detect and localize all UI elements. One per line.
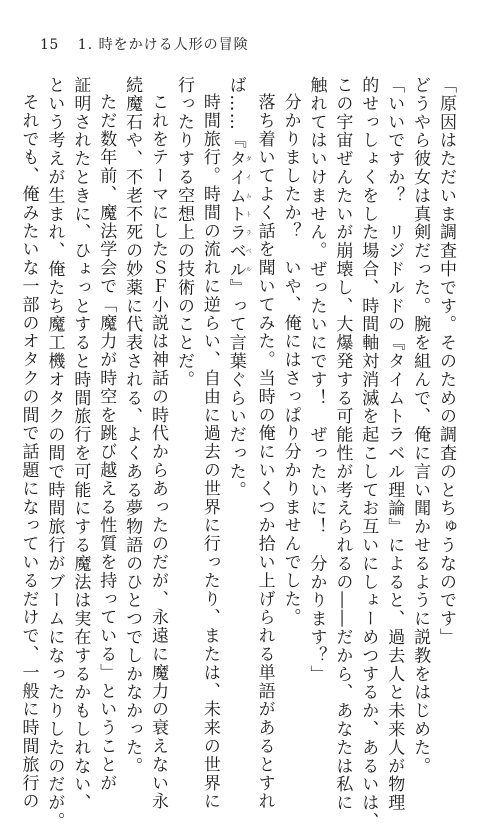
text-line: 「いいですか？ リジドルドの『タイムトラベル理論』によると、過去人と未来人が物理 <box>384 76 405 812</box>
text-line-with-ruby <box>222 76 251 676</box>
chapter-title: 1. 時をかける人形の冒険 <box>77 37 249 53</box>
text-line: 証明されたときに、ひょっとすると時間旅行を可能にする魔法は実在するかもしれない、 <box>70 76 91 812</box>
text-line: 落ち着いてよく話を聞いてみた。当時の俺にいくつか拾い上げられる単語があるとすれ <box>254 93 275 811</box>
text-line: 行ったりする空想上の技術のことだ。 <box>173 76 194 389</box>
text-line: ただ数年前、魔法学会で「魔力が時空を跳び越える性質を持っている」ということが <box>96 93 117 793</box>
text-fragment: ば……『 <box>225 76 246 150</box>
text-line: どうやら彼女は真剣だった。腕を組んで、俺に言い聞かせるように説教をはじめた。 <box>410 76 431 776</box>
text-line: 的せっしょくをした場合、時間軸対消滅を起こしてお互いにしょーめつするか、あるいは、 <box>358 76 379 830</box>
text-line: 分かりましたか？ いや、俺にはさっぱり分かりませんでした。 <box>280 93 301 627</box>
text-line: という考えが生まれ、俺たち魔工機オタクの間で時間旅行がブームになったりしたのだが。 <box>44 76 65 830</box>
text-line: それでも、俺みたいな一部のオタクの間で話題になっているだけで、一般に時間旅行の <box>18 93 39 811</box>
vertical-body-text <box>18 76 458 830</box>
ruby-reading: タイムトラベル <box>244 149 252 279</box>
ruby-annotation <box>225 149 252 279</box>
text-fragment: 』って言葉ぐらいだった。 <box>225 278 246 500</box>
text-line: 触れてはいけません。ぜったいにです！ ぜったいに！ 分かります？」 <box>306 76 327 684</box>
text-line: 時間旅行。時間の流れに逆らい、自由に過去の世界に行ったり、または、未来の世界に <box>199 93 220 811</box>
text-line: 続魔石や、不老不死の妙薬に代表される、よくある夢物語のひとつでしかなかった。 <box>122 76 143 776</box>
text-line: これをテーマにしたＳＦ小説は神話の時代からあったのだが、永遠に魔力の衰えない永 <box>148 93 169 811</box>
text-line: 「原因はただいま調査中です。そのための調査のとちゅうなのです」 <box>436 76 456 647</box>
running-header <box>40 34 249 54</box>
text-line: この宇宙ぜんたいが崩壊し、大爆発する可能性が考えられるの――だから、あなたは私に <box>332 76 353 812</box>
ruby-base: タイムトラベル <box>225 149 246 279</box>
page-number: 15 <box>40 37 59 53</box>
